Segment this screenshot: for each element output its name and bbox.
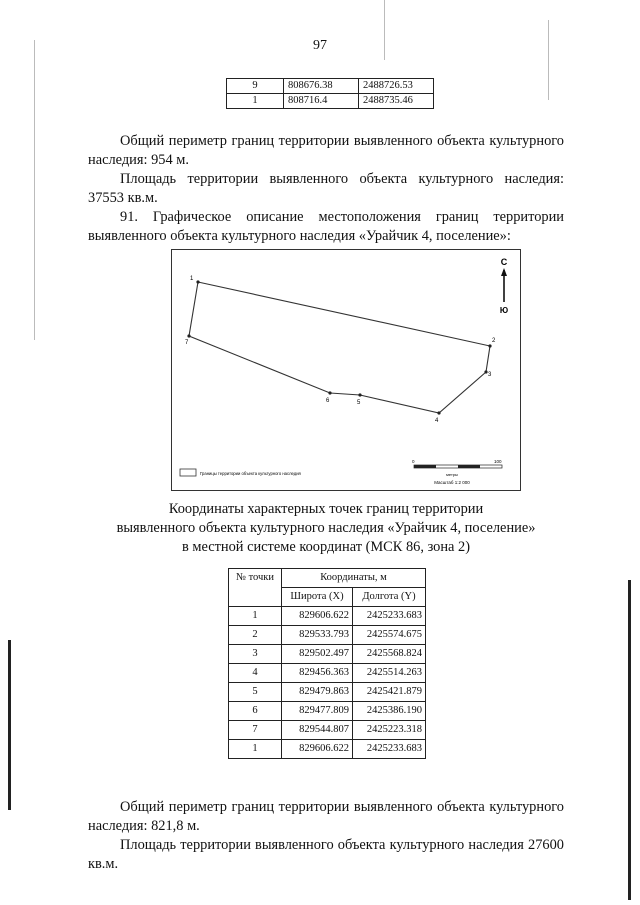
area-text: Площадь территории выявленного объекта культурного наследия: 37553 кв.м. — [88, 171, 564, 206]
table-cell: 4 — [229, 664, 282, 683]
point-label: 2 — [492, 338, 496, 344]
svg-text:метры: метры — [446, 472, 458, 477]
table-cell: 2425568.824 — [353, 645, 426, 664]
boundary-map-svg — [172, 250, 520, 490]
svg-text:С: С — [500, 257, 508, 267]
table-cell: 5 — [229, 683, 282, 702]
table-row — [229, 683, 426, 702]
north-arrow-icon — [500, 257, 508, 315]
table-header-row — [229, 569, 426, 588]
table-row — [227, 79, 434, 94]
scan-artifact-line — [8, 640, 11, 810]
table-cell: 829533.793 — [282, 626, 353, 645]
scan-artifact-line — [34, 40, 35, 340]
table-cell: 2488735.46 — [359, 94, 434, 109]
table-row — [229, 721, 426, 740]
svg-text:Масштаб 1:2 000: Масштаб 1:2 000 — [434, 480, 470, 485]
table-row — [229, 702, 426, 721]
area-text: Площадь территории выявленного объекта культурного наследия 27600 кв.м. — [88, 837, 564, 872]
table-cell: 2425574.675 — [353, 626, 426, 645]
column-header-x: Широта (X) — [282, 588, 353, 607]
column-header-y: Долгота (Y) — [353, 588, 426, 607]
scale-bar — [412, 459, 502, 485]
boundary-point — [196, 280, 199, 283]
perimeter-paragraph — [88, 798, 564, 836]
area-paragraph — [88, 170, 564, 208]
table-cell: 1 — [227, 94, 284, 109]
point-label: 6 — [326, 398, 330, 404]
table-cell: 1 — [229, 607, 282, 626]
table-cell: 9 — [227, 79, 284, 94]
table-cell: 2425514.263 — [353, 664, 426, 683]
point-label: 7 — [185, 340, 189, 346]
column-header-point: № точки — [229, 569, 282, 607]
boundary-point — [437, 411, 440, 414]
map-legend — [180, 469, 301, 476]
boundary-point — [328, 391, 331, 394]
page-number: 97 — [313, 38, 327, 53]
table-cell: 829479.863 — [282, 683, 353, 702]
table-cell: 2488726.53 — [359, 79, 434, 94]
table-cell: 808716.4 — [284, 94, 359, 109]
scan-artifact-line — [628, 580, 631, 900]
table-cell: 829456.363 — [282, 664, 353, 683]
table-cell: 829502.497 — [282, 645, 353, 664]
table-row — [229, 740, 426, 759]
caption-line: выявленного объекта культурного наследия «Урайчик 4, поселение» — [116, 520, 536, 536]
boundary-point — [187, 334, 190, 337]
caption-line: Координаты характерных точек границ территории — [168, 501, 484, 517]
table-row — [229, 607, 426, 626]
boundary-map — [171, 249, 521, 491]
point-label: 1 — [190, 276, 194, 282]
caption-line: в местной системе координат (МСК 86, зона 2) — [181, 539, 471, 555]
table-cell: 829606.622 — [282, 740, 353, 759]
table-cell: 2 — [229, 626, 282, 645]
point-label: 4 — [435, 418, 439, 424]
area-paragraph — [88, 836, 564, 874]
table-cell: 2425421.879 — [353, 683, 426, 702]
point-label: 3 — [488, 372, 492, 378]
perimeter-paragraph — [88, 132, 564, 170]
table-cell: 829477.809 — [282, 702, 353, 721]
table-row — [229, 626, 426, 645]
table-cell: 7 — [229, 721, 282, 740]
perimeter-text: Общий периметр границ территории выявленного объекта культурного наследия: 821,8 м. — [88, 799, 564, 834]
column-header-coords: Координаты, м — [282, 569, 426, 588]
boundary-polygon — [189, 282, 490, 413]
table-cell: 2425386.190 — [353, 702, 426, 721]
table-cell: 808676.38 — [284, 79, 359, 94]
coordinates-caption — [88, 500, 564, 557]
section-paragraph — [88, 208, 564, 246]
scan-artifact-line — [548, 20, 549, 100]
table-cell: 829544.807 — [282, 721, 353, 740]
table-cell: 1 — [229, 740, 282, 759]
point-label: 5 — [357, 400, 361, 406]
boundary-point — [488, 344, 491, 347]
table-cell: 829606.622 — [282, 607, 353, 626]
table-row — [229, 645, 426, 664]
svg-text:0: 0 — [412, 459, 415, 464]
svg-text:Ю: Ю — [499, 306, 509, 315]
table-cell: 6 — [229, 702, 282, 721]
section-text: 91. Графическое описание местоположения границ территории выявленного объекта культурного наследия «Урайчик 4, поселение»: — [88, 209, 564, 244]
table-cell: 2425233.683 — [353, 607, 426, 626]
table-row — [227, 94, 434, 109]
perimeter-text: Общий периметр границ территории выявленного объекта культурного наследия: 954 м. — [88, 133, 564, 168]
table-row — [229, 664, 426, 683]
svg-text:100: 100 — [494, 459, 502, 464]
coordinates-table — [228, 568, 426, 759]
table-cell: 3 — [229, 645, 282, 664]
previous-coordinates-table — [226, 78, 434, 109]
table-cell: 2425223.318 — [353, 721, 426, 740]
table-cell: 2425233.683 — [353, 740, 426, 759]
svg-text:Границы территории объекта кул: Границы территории объекта культурного наследия — [200, 471, 301, 476]
boundary-point — [358, 393, 361, 396]
